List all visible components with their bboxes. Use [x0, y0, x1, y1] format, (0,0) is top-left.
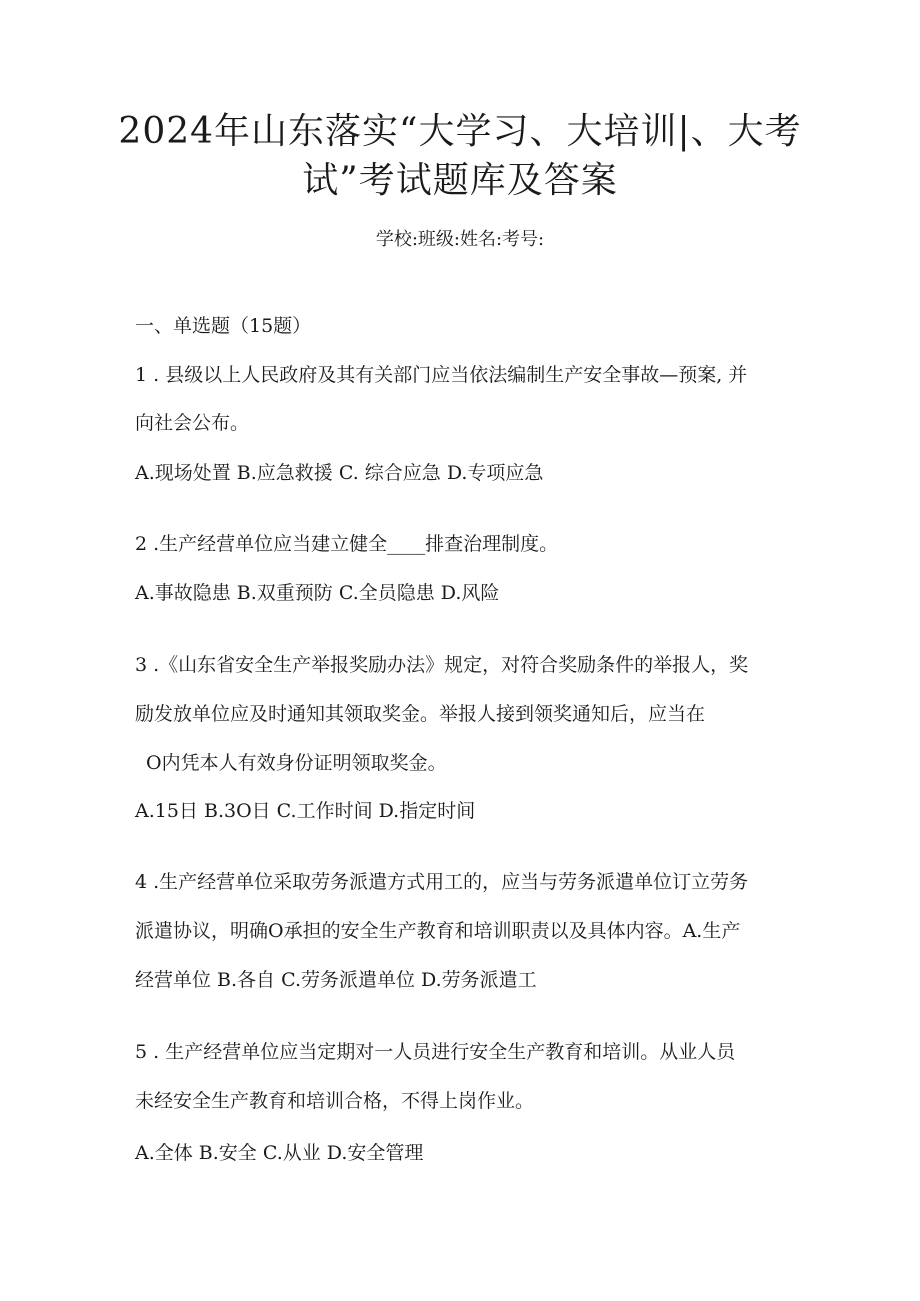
question-3-options: A.15日 B.3O日 C.工作时间 D.指定时间 [135, 800, 476, 822]
question-3-stem-line-3: O内凭本人有效身份证明领取奖金。 [146, 752, 447, 774]
question-3-stem-line-1: 3 .《山东省安全生产举报奖励办法》规定，对符合奖励条件的举报人，奖 [135, 654, 749, 676]
question-5-options: A.全体 B.安全 C.从业 D.安全管理 [135, 1142, 424, 1164]
question-1-stem-line-2: 向社会公布。 [135, 412, 250, 434]
question-5-stem-line-2: 未经安全生产教育和培训合格，不得上岗作业。 [135, 1090, 535, 1112]
question-3-stem-line-2: 励发放单位应及时通知其领取奖金。举报人接到领奖通知后，应当在 [135, 703, 706, 725]
question-4-stem-line-3: 经营单位 B.各自 C.劳务派遣单位 D.劳务派遣工 [135, 969, 537, 991]
document-title-line-2: 试”考试题库及答案 [302, 160, 618, 201]
question-4-stem-line-1: 4 .生产经营单位采取劳务派遣方式用工的，应当与劳务派遣单位订立劳务 [135, 871, 749, 893]
question-5-stem-line-1: 5 . 生产经营单位应当定期对一人员进行安全生产教育和培训。从业人员 [135, 1041, 736, 1063]
student-info-line: 学校:班级:姓名:考号: [375, 229, 545, 250]
section-heading: 一、单选题（15题） [135, 315, 312, 337]
question-2-options: A.事故隐患 B.双重预防 C.全员隐患 D.风险 [135, 582, 500, 604]
question-2-stem-line-1: 2 .生产经营单位应当建立健全____排查治理制度。 [135, 533, 559, 555]
question-4-stem-line-2: 派遣协议，明确O承担的安全生产教育和培训职责以及具体内容。A.生产 [135, 920, 741, 942]
question-1-stem-line-1: 1 . 县级以上人民政府及其有关部门应当依法编制生产安全事故—预案, 并 [135, 364, 748, 386]
document-title-line-1: 2024年山东落实“大学习、大培训|、大考 [118, 111, 802, 152]
question-1-options: A.现场处置 B.应急救援 C. 综合应急 D.专项应急 [135, 462, 544, 484]
